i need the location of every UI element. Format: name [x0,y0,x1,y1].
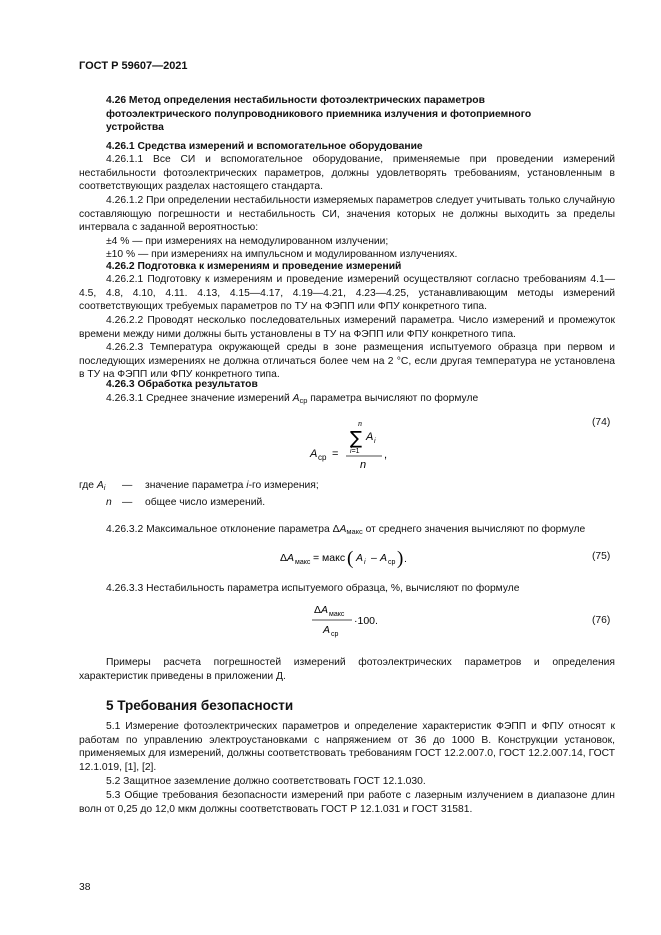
where-def-1-start: значение параметра [145,480,247,491]
paragraph-examples: Примеры расчета погрешностей измерений фотоэлектрических параметров и определения характеристик приведены в приложении Д. [79,657,615,682]
svg-text:,: , [384,449,388,461]
list-item-10pct: ±10 % — при измерениях на импульсном и модулированном излучениях. [106,249,458,260]
svg-text:ср: ср [318,453,327,462]
paragraph-4-26-3-1-end: параметра вычисляют по формуле [307,393,479,404]
paragraph-5-2: 5.2 Защитное заземление должно соответствовать ГОСТ 12.1.030. [106,776,426,787]
where-dash-2: — [122,497,133,508]
paragraph-4-26-1-2: 4.26.1.2 При определении нестабильности измеряемых параметров следует учитывать только случайную составляющую погрешности и нестабильность СИ, значения которых не должны выходить за пределы интервала с заданной вероятностью: [79,195,615,234]
svg-text:i=1: i=1 [350,448,360,455]
heading-4-26-3: 4.26.3 Обработка результатов [106,379,258,390]
svg-text:A: A [380,552,388,564]
svg-text:=: = [332,448,339,460]
svg-text:n: n [358,419,362,428]
svg-text:ср: ср [331,631,339,638]
where-def-1-end: -го измерения; [248,480,319,491]
svg-text:ΔA: ΔA [314,604,329,616]
svg-text:.: . [404,553,407,565]
svg-text:i: i [374,438,376,445]
paragraph-4-26-2-2: 4.26.2.2 Проводят несколько последовательных измерений параметра. Число измерений и промежуток времени между ними должны быть установлены в ТУ на ФЭПП или ФПУ конкретного типа. [79,315,615,340]
where-label: где $A_i$ [79,480,106,492]
svg-text:n: n [360,459,367,470]
heading-4-26-1: 4.26.1 Средства измерений и вспомогательное оборудование [106,141,423,152]
paragraph-4-26-3-2-start: 4.26.3.2 Максимальное отклонение параметра [106,524,333,535]
svg-text:A: A [356,552,364,564]
paragraph-5-1: 5.1 Измерение фотоэлектрических параметров и определение характеристик ФЭПП и ФПУ относят к работам по управлению электроустановками с напряжением от 36 до 1000 В. Конструкции установок, применяемых для измерений, должны соответствовать требованиям ГОСТ 12.2.007.0, ГОСТ 12.2.007.14, ГОСТ 12.1.019, [1], [2]. [79,721,615,773]
paragraph-4-26-3-1: 4.26.3.1 Среднее значение измерений $A_{ср}$ параметра вычисляют по формуле [106,393,479,405]
svg-text:): ) [397,548,404,569]
svg-text:∑: ∑ [350,428,363,449]
standard-header: ГОСТ Р 59607—2021 [79,60,188,72]
paragraph-4-26-2-3: 4.26.2.3 Температура окружающей среды в зоне размещения испытуемого образца при первом и последующих измерениях не должна отличаться более чем на 2 °С, если другая температура не установлена в ТУ на ФЭПП или ФПУ конкретного типа. [79,342,615,381]
section-title-4-26: 4.26 Метод определения нестабильности фотоэлектрических параметров фотоэлектрического полупроводникового приемника излучения и фотоприемного устройства [106,95,532,134]
svg-text:A: A [323,624,331,636]
svg-text:(: ( [347,548,354,569]
paragraph-5-3: 5.3 Общие требования безопасности измерений при работе с лазерным излучением в диапазоне длин волн от 0,25 до 12,0 мкм должны соответствовать ГОСТ Р 12.1.031 и ГОСТ 31581. [79,790,615,815]
svg-text:–: – [371,552,377,564]
equation-number-74: (74) [592,417,611,428]
svg-text:·100.: ·100. [354,615,378,627]
formula-76 [310,600,390,642]
paragraph-4-26-3-2-end: от среднего значения вычисляют по формуле [362,524,586,535]
page-number: 38 [79,882,91,893]
formula-74 [300,414,410,470]
section-title-5: 5 Требования безопасности [106,698,294,713]
svg-text:= макс: = макс [313,552,346,564]
equation-number-75: (75) [592,551,611,562]
where-dash-1: — [122,480,133,491]
formula-75 [280,545,440,571]
paragraph-4-26-3-3: 4.26.3.3 Нестабильность параметра испытуемого образца, %, вычисляют по формуле [106,583,520,594]
where-def-1: значение параметра i-го измерения; [145,480,319,491]
paragraph-4-26-3-2: 4.26.3.2 Максимальное отклонение параметра $\Delta A_{макс}$ от среднего значения вычисляют по формуле [106,524,586,536]
svg-text:i: i [364,559,366,566]
list-item-4pct: ±4 % — при измерениях на немодулированном излучении; [106,236,389,247]
equation-number-76: (76) [592,615,611,626]
where-def-2: общее число измерений. [145,497,266,508]
svg-text:макс: макс [329,611,345,618]
svg-text:макс: макс [295,559,311,566]
svg-text:A: A [310,448,318,460]
paragraph-4-26-2-1: 4.26.2.1 Подготовку к измерениям и проведение измерений осуществляют согласно требованиям 4.1—4.5, 4.8, 4.10, 4.11. 4.13, 4.15—4.17, 4.19—4.21, 4.23—4.25, устанавливающим методы измерений соответствующих требуемых параметров по ТУ на ФЭПП или ФПУ конкретного типа. [79,274,615,313]
paragraph-4-26-1-1: 4.26.1.1 Все СИ и вспомогательное оборудование, применяемые при проведении измерений нестабильности фотоэлектрических параметров, должны удовлетворять требованиям, установленным в соответствующих разделах настоящего стандарта. [79,154,615,193]
paragraph-4-26-3-1-start: 4.26.3.1 Среднее значение измерений [106,393,293,404]
svg-text:ΔA: ΔA [280,552,295,564]
where-symbol-n: n [106,497,112,508]
svg-text:A: A [366,431,374,443]
svg-text:ср: ср [388,559,396,566]
heading-4-26-2: 4.26.2 Подготовка к измерениям и проведение измерений [106,261,402,272]
